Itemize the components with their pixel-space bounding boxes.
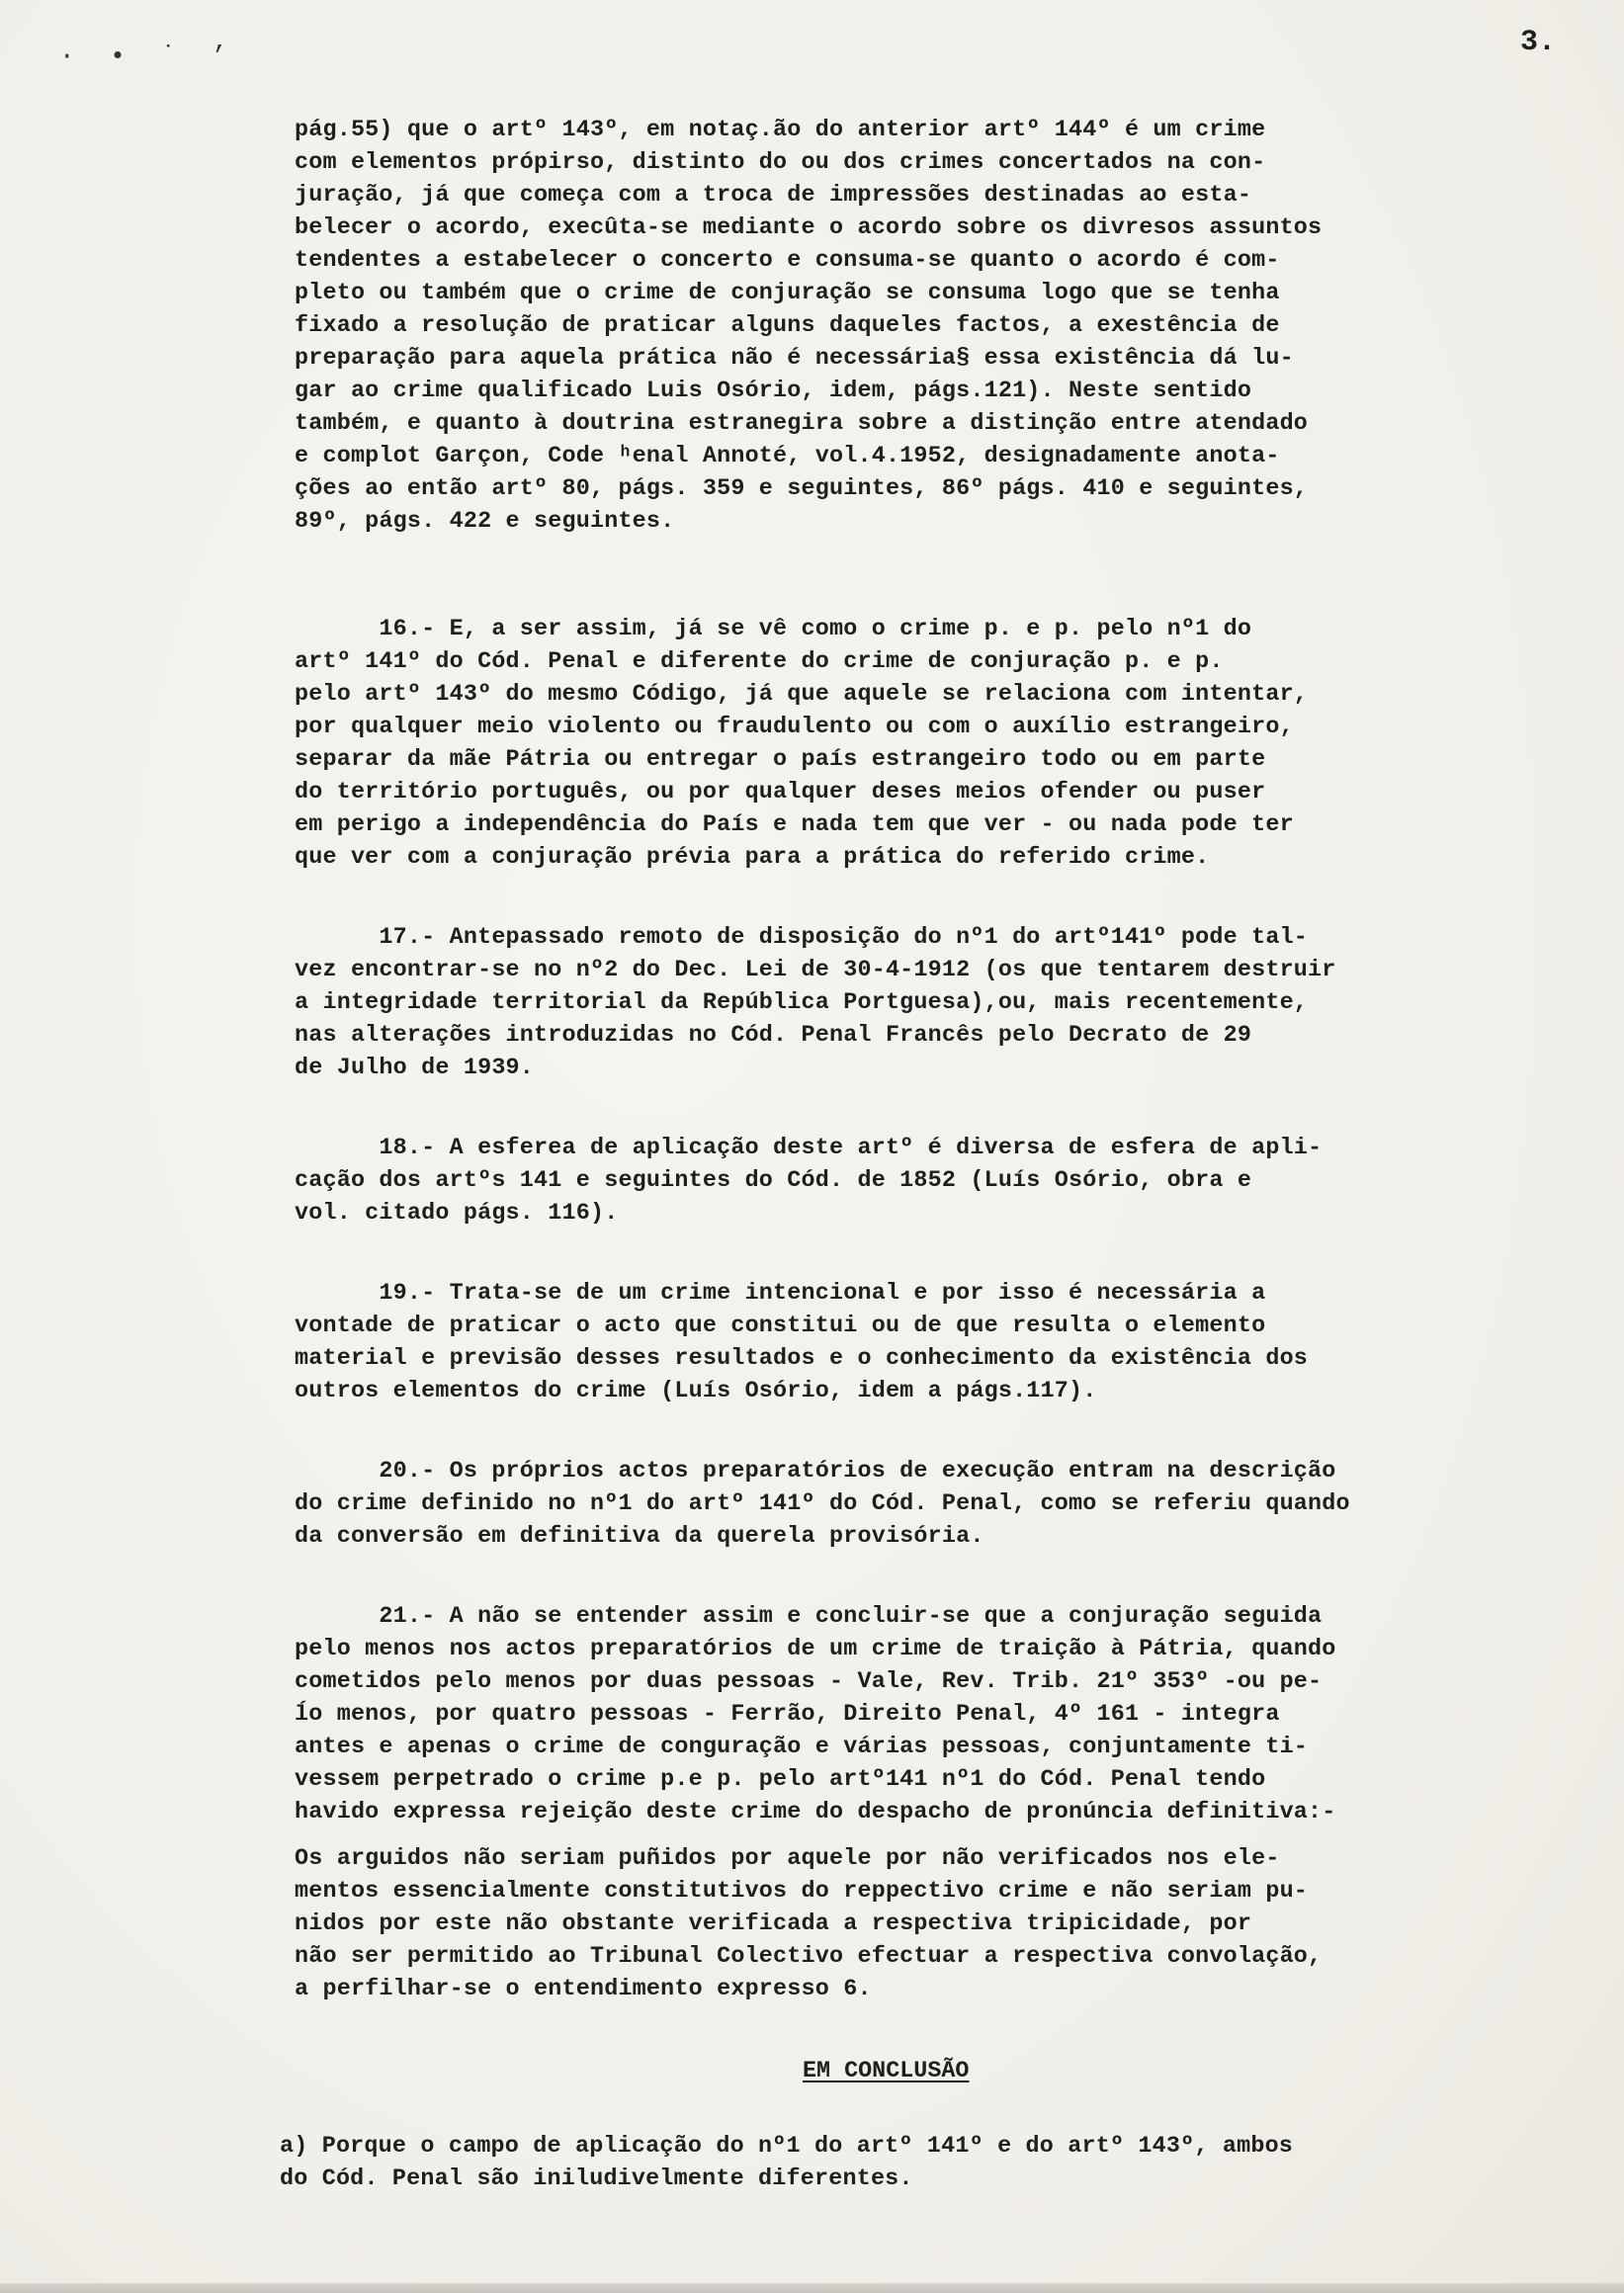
document-body bbox=[295, 115, 1619, 2006]
margin-marks: · • ˙ ’ bbox=[59, 42, 237, 71]
text-line: outros elementos do crime (Luís Osório, idem a págs.117). bbox=[295, 1379, 1097, 1404]
paragraph-17 bbox=[295, 922, 1619, 1085]
page-number: 3. bbox=[1520, 26, 1557, 59]
text-line: 16.- E, a ser assim, já se vê como o crime p. e p. pelo nº1 do bbox=[295, 617, 1252, 642]
text-line: 17.- Antepassado remoto de disposição do nº1 do artº141º pode tal- bbox=[295, 925, 1309, 951]
text-line: belecer o acordo, execûta-se mediante o acordo sobre os divresos assuntos bbox=[295, 215, 1323, 241]
text-line: também, e quanto à doutrina estranegira sobre a distinção entre atendado bbox=[295, 411, 1309, 437]
text-line: a perfilhar-se o entendimento expresso 6. bbox=[295, 1977, 872, 2002]
conclusion-heading: EM CONCLUSÃO bbox=[803, 2059, 970, 2084]
text-line: por qualquer meio violento ou fraudulento ou com o auxílio estrangeiro, bbox=[295, 715, 1294, 740]
text-line: havido expressa rejeição deste crime do despacho de pronúncia definitiva:- bbox=[295, 1800, 1336, 1826]
text-line: 89º, págs. 422 e seguintes. bbox=[295, 509, 675, 535]
paragraph-20 bbox=[295, 1456, 1619, 1554]
text-line: em perigo a independência do País e nada tem que ver - ou nada pode ter bbox=[295, 812, 1294, 838]
paragraph-16 bbox=[295, 614, 1619, 875]
text-line: Os arguidos não seriam puñidos por aquele por não verificados nos ele- bbox=[295, 1846, 1280, 1872]
page-bottom-edge bbox=[0, 2283, 1624, 2293]
text-line: do crime definido no nº1 do artº 141º do Cód. Penal, como se referiu quando bbox=[295, 1491, 1350, 1517]
paragraph-continuation bbox=[295, 115, 1619, 539]
text-line: artº 141º do Cód. Penal e diferente do crime de conjuração p. e p. bbox=[295, 649, 1224, 675]
text-line: pelo menos nos actos preparatórios de um crime de traição à Pátria, quando bbox=[295, 1637, 1336, 1662]
text-line: 19.- Trata-se de um crime intencional e por isso é necessária a bbox=[295, 1281, 1266, 1307]
text-line: gar ao crime qualificado Luis Osório, idem, págs.121). Neste sentido bbox=[295, 379, 1252, 404]
text-line: antes e apenas o crime de conguração e várias pessoas, conjuntamente ti- bbox=[295, 1735, 1309, 1760]
paragraph-21 bbox=[295, 1601, 1619, 1829]
conclusion-line: do Cód. Penal são iniludivelmente diferentes. bbox=[280, 2166, 913, 2192]
text-line: vol. citado págs. 116). bbox=[295, 1201, 619, 1227]
text-line: cação dos artºs 141 e seguintes do Cód. de 1852 (Luís Osório, obra e bbox=[295, 1168, 1252, 1194]
paragraph-arguidos bbox=[295, 1843, 1619, 2006]
text-line: com elementos própirso, distinto do ou dos crimes concertados na con- bbox=[295, 150, 1266, 176]
paragraph-18 bbox=[295, 1133, 1619, 1231]
text-line: tendentes a estabelecer o concerto e consuma-se quanto o acordo é com- bbox=[295, 248, 1280, 274]
text-line: e complot Garçon, Code ʰenal Annoté, vol.4.1952, designadamente anota- bbox=[295, 444, 1280, 469]
text-line: mentos essencialmente constitutivos do reppectivo crime e não seriam pu- bbox=[295, 1879, 1309, 1905]
conclusion-line: a) Porque o campo de aplicação do nº1 do artº 141º e do artº 143º, ambos bbox=[280, 2134, 1294, 2160]
text-line: a integridade territorial da República Portguesa),ou, mais recentemente, bbox=[295, 990, 1309, 1016]
text-line: do território português, ou por qualquer deses meios ofender ou puser bbox=[295, 780, 1266, 806]
text-line: vessem perpetrado o crime p.e p. pelo artº141 nº1 do Cód. Penal tendo bbox=[295, 1767, 1266, 1793]
paragraph-19 bbox=[295, 1278, 1619, 1408]
text-line: nidos por este não obstante verificada a respectiva tripicidade, por bbox=[295, 1911, 1252, 1937]
text-line: vontade de praticar o acto que constitui ou de que resulta o elemento bbox=[295, 1314, 1266, 1339]
text-line: preparação para aquela prática não é necessária§ essa existência dá lu- bbox=[295, 346, 1294, 372]
text-line: material e previsão desses resultados e o conhecimento da existência dos bbox=[295, 1346, 1309, 1372]
text-line: pág.55) que o artº 143º, em notaç.ão do anterior artº 144º é um crime bbox=[295, 118, 1266, 143]
text-line: nas alterações introduzidas no Cód. Penal Francês pelo Decrato de 29 bbox=[295, 1023, 1252, 1049]
text-line: vez encontrar-se no nº2 do Dec. Lei de 30-4-1912 (os que tentarem destruir bbox=[295, 958, 1336, 983]
text-line: de Julho de 1939. bbox=[295, 1056, 535, 1081]
text-line: pleto ou também que o crime de conjuração se consuma logo que se tenha bbox=[295, 281, 1280, 306]
text-line: fixado a resolução de praticar alguns daqueles factos, a exestência de bbox=[295, 313, 1280, 339]
text-line: que ver com a conjuração prévia para a prática do referido crime. bbox=[295, 845, 1210, 871]
text-line: 18.- A esferea de aplicação deste artº é diversa de esfera de apli- bbox=[295, 1136, 1323, 1161]
text-line: juração, já que começa com a troca de impressões destinadas ao esta- bbox=[295, 183, 1252, 209]
text-line: 20.- Os próprios actos preparatórios de execução entram na descrição bbox=[295, 1459, 1336, 1485]
text-line: não ser permitido ao Tribunal Colectivo efectuar a respectiva convolação, bbox=[295, 1944, 1323, 1970]
text-line: pelo artº 143º do mesmo Código, já que aquele se relaciona com intentar, bbox=[295, 682, 1309, 708]
text-line: da conversão em definitiva da querela provisória. bbox=[295, 1524, 984, 1550]
text-line: 21.- A não se entender assim e concluir-se que a conjuração seguida bbox=[295, 1604, 1323, 1630]
text-line: separar da mãe Pátria ou entregar o país estrangeiro todo ou em parte bbox=[295, 747, 1266, 773]
conclusion-body bbox=[280, 2131, 1614, 2196]
text-line: cometidos pelo menos por duas pessoas - Vale, Rev. Trib. 21º 353º -ou pe- bbox=[295, 1669, 1323, 1695]
text-line: ções ao então artº 80, págs. 359 e seguintes, 86º págs. 410 e seguintes, bbox=[295, 476, 1309, 502]
text-line: ĺo menos, por quatro pessoas - Ferrão, Direito Penal, 4º 161 - integra bbox=[295, 1702, 1280, 1728]
